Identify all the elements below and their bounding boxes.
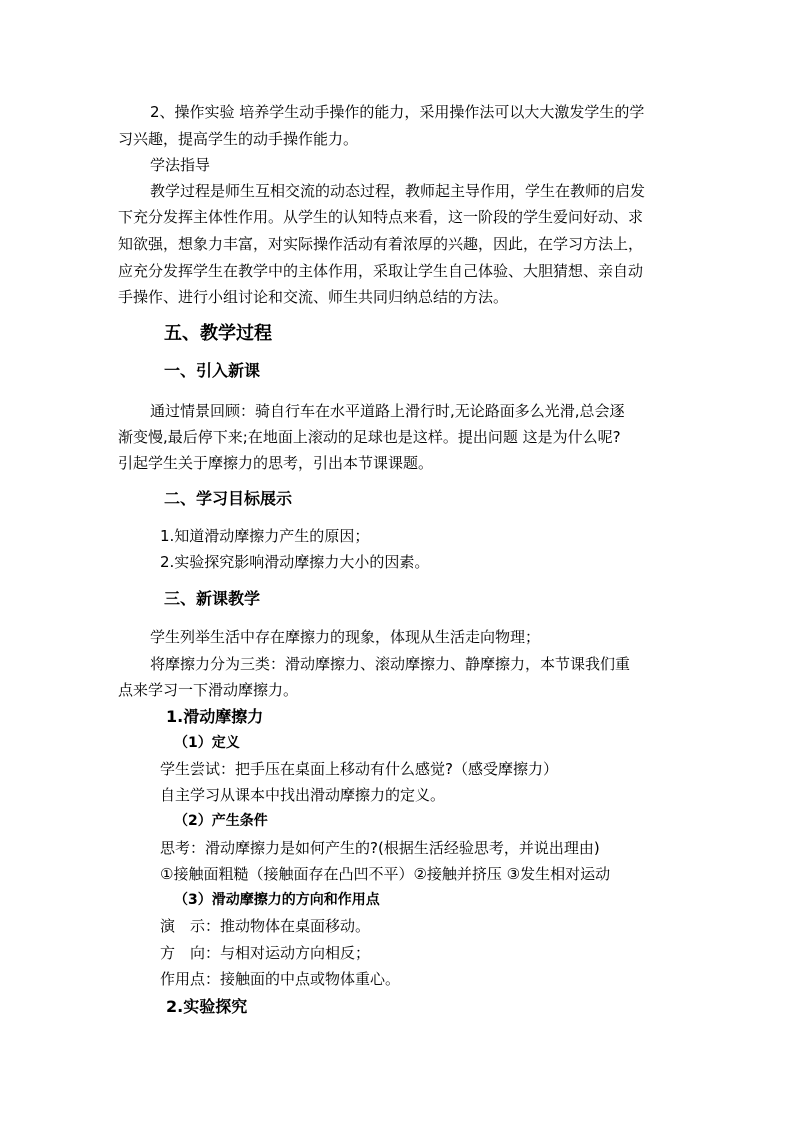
section-heading: 五、教学过程	[164, 323, 272, 344]
paragraph-line: 知欲强，想象力丰富，对实际操作活动有着浓厚的兴趣，因此，在学习方法上，	[118, 235, 644, 253]
paragraph-line: 学生列举生活中存在摩擦力的现象，体现从生活走向物理；	[150, 628, 541, 646]
paragraph-line: 将摩擦力分为三类：滑动摩擦力、滚动摩擦力、静摩擦力，本节课我们重	[150, 655, 631, 673]
subsection-heading: 一、引入新课	[164, 361, 261, 380]
subsection-heading: 二、学习目标展示	[164, 489, 293, 508]
paragraph-line: 应充分发挥学生在教学中的主体作用，采取让学生自己体验、大胆猜想、亲自动	[118, 262, 644, 280]
paragraph-line: 方 向：与相对运动方向相反；	[160, 944, 371, 962]
paragraph-line: ①接触面粗糙（接触面存在凸凹不平）②接触并挤压 ③发生相对运动	[160, 865, 611, 883]
paragraph-line: 2、操作实验 培养学生动手操作的能力，采用操作法可以大大激发学生的学	[150, 103, 645, 121]
paragraph-line: 习兴趣，提高学生的动手操作能力。	[118, 130, 359, 148]
paragraph-line: 渐变慢,最后停下来;在地面上滚动的足球也是这样。提出问题 这是为什么呢?	[118, 428, 621, 446]
item-subheading: （3）滑动摩擦力的方向和作用点	[174, 892, 380, 908]
study-guide-heading: 学法指导	[150, 156, 211, 174]
goal-item: 2.实验探究影响滑动摩擦力大小的因素。	[160, 553, 430, 571]
paragraph-line: 通过情景回顾：骑自行车在水平道路上滑行时,无论路面多么光滑,总会逐	[150, 402, 625, 420]
paragraph-line: 演 示：推动物体在桌面移动。	[160, 917, 371, 935]
item-subheading: （2）产生条件	[174, 813, 268, 829]
paragraph-line: 学生尝试：把手压在桌面上移动有什么感觉?（感受摩擦力）	[160, 760, 558, 778]
item-heading: 2.实验探究	[166, 997, 248, 1016]
item-subheading: （1）定义	[174, 735, 240, 751]
item-heading: 1.滑动摩擦力	[166, 707, 264, 726]
paragraph-line: 手操作、进行小组讨论和交流、师生共同归纳总结的方法。	[118, 288, 509, 306]
paragraph-line: 教学过程是师生互相交流的动态过程，教师起主导作用，学生在教师的启发	[150, 182, 646, 200]
paragraph-line: 作用点：接触面的中点或物体重心。	[160, 970, 401, 988]
paragraph-line: 下充分发挥主体性作用。从学生的认知特点来看，这一阶段的学生爱问好动、求	[118, 208, 644, 226]
paragraph-line: 思考：滑动摩擦力是如何产生的?(根据生活经验思考，并说出理由)	[160, 839, 600, 857]
paragraph-line: 引起学生关于摩擦力的思考，引出本节课课题。	[118, 454, 434, 472]
paragraph-line: 点来学习一下滑动摩擦力。	[118, 681, 299, 699]
goal-item: 1.知道滑动摩擦力产生的原因；	[160, 527, 370, 545]
subsection-heading: 三、新课教学	[164, 589, 261, 608]
paragraph-line: 自主学习从课本中找出滑动摩擦力的定义。	[160, 786, 446, 804]
